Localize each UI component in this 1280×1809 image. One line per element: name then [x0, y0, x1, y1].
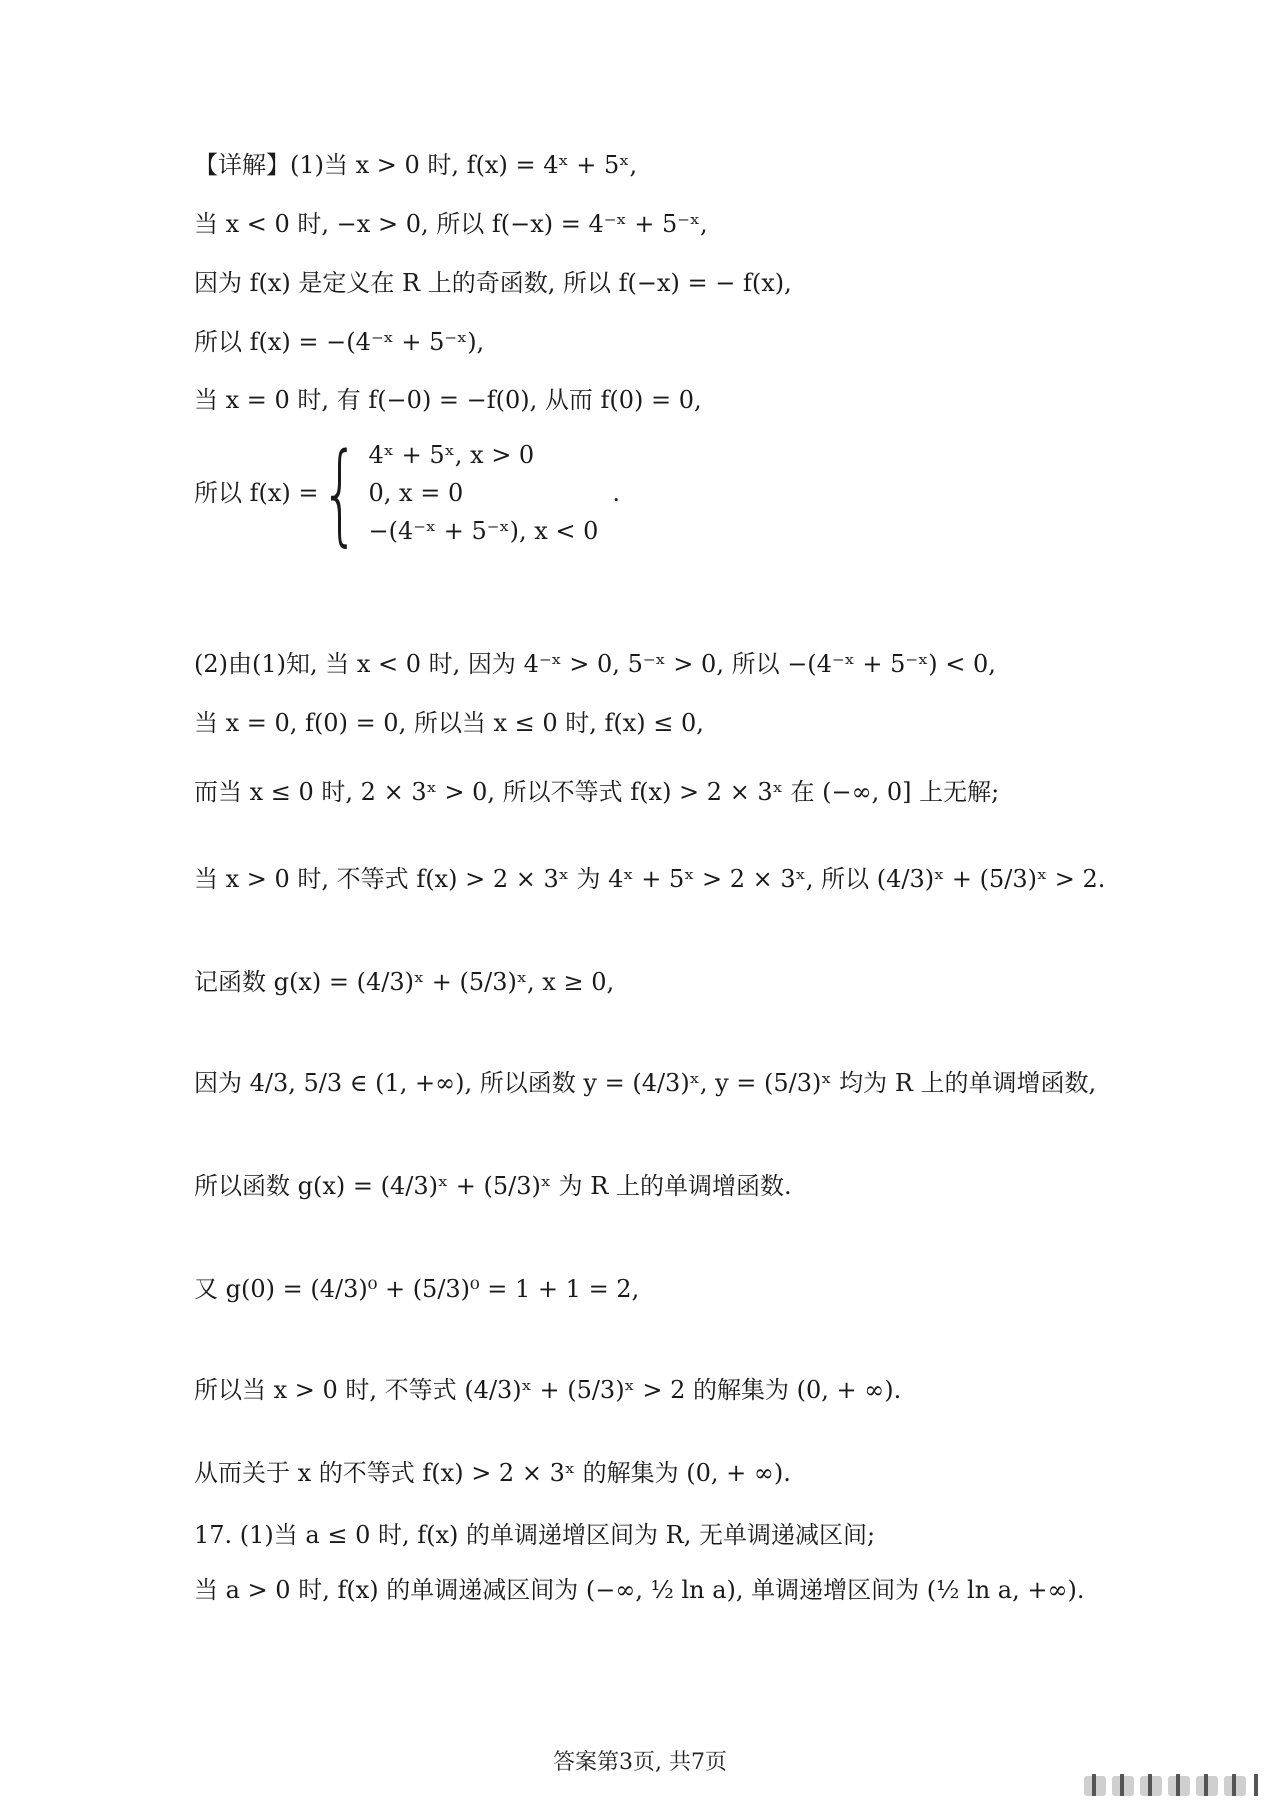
text-line: 当 x > 0 时, 不等式 f(x) > 2 × 3ˣ 为 4ˣ + 5ˣ > 2 × 3ˣ, 所以 (4/3)ˣ + (5/3)ˣ > 2. [194, 865, 1106, 893]
text-line: 而当 x ≤ 0 时, 2 × 3ˣ > 0, 所以不等式 f(x) > 2 × 3ˣ 在 (−∞, 0] 上无解; [194, 778, 1000, 806]
problem-17-line: 当 a > 0 时, f(x) 的单调递减区间为 (−∞, ½ ln a), 单调递增区间为 (½ ln a, +∞). [194, 1576, 1085, 1604]
piecewise-case: −(4⁻ˣ + 5⁻ˣ), x < 0 [368, 517, 599, 545]
text-line: 【详解】(1)当 x > 0 时, f(x) = 4ˣ + 5ˣ, [194, 151, 638, 179]
piecewise-cases [369, 440, 599, 546]
text-line: 因为 f(x) 是定义在 R 上的奇函数, 所以 f(−x) = − f(x), [194, 269, 792, 297]
piecewise-case: 0, x = 0 [368, 479, 464, 507]
piecewise-case: 4ˣ + 5ˣ, x > 0 [368, 441, 535, 469]
text-line: 所以 f(x) = −(4⁻ˣ + 5⁻ˣ), [194, 328, 485, 356]
piecewise-suffix: . [612, 479, 621, 507]
text-line: 当 x = 0 时, 有 f(−0) = −f(0), 从而 f(0) = 0, [194, 386, 702, 414]
piecewise-definition [194, 429, 1220, 557]
text-line: 所以当 x > 0 时, 不等式 (4/3)ˣ + (5/3)ˣ > 2 的解集为 (0, + ∞). [194, 1376, 902, 1404]
text-line: 记函数 g(x) = (4/3)ˣ + (5/3)ˣ, x ≥ 0, [194, 968, 615, 996]
text-line: (2)由(1)知, 当 x < 0 时, 因为 4⁻ˣ > 0, 5⁻ˣ > 0, 所以 −(4⁻ˣ + 5⁻ˣ) < 0, [194, 650, 996, 678]
left-brace: { [320, 429, 359, 557]
text-line: 所以函数 g(x) = (4/3)ˣ + (5/3)ˣ 为 R 上的单调增函数. [194, 1172, 792, 1200]
text-line: 当 x < 0 时, −x > 0, 所以 f(−x) = 4⁻ˣ + 5⁻ˣ, [194, 210, 708, 238]
problem-17-line: 17. (1)当 a ≤ 0 时, f(x) 的单调递增区间为 R, 无单调递减区间; [194, 1521, 876, 1549]
text-line: 当 x = 0, f(0) = 0, 所以当 x ≤ 0 时, f(x) ≤ 0, [194, 709, 704, 737]
scan-watermark-icon [1082, 1772, 1262, 1798]
text-line: 因为 4/3, 5/3 ∈ (1, +∞), 所以函数 y = (4/3)ˣ, y = (5/3)ˣ 均为 R 上的单调增函数, [194, 1069, 1097, 1097]
page-footer: 答案第3页, 共7页 [553, 1750, 727, 1775]
text-line: 又 g(0) = (4/3)⁰ + (5/3)⁰ = 1 + 1 = 2, [194, 1275, 640, 1303]
text-line: 从而关于 x 的不等式 f(x) > 2 × 3ˣ 的解集为 (0, + ∞). [194, 1459, 791, 1487]
piecewise-prefix: 所以 f(x) = [194, 479, 319, 507]
